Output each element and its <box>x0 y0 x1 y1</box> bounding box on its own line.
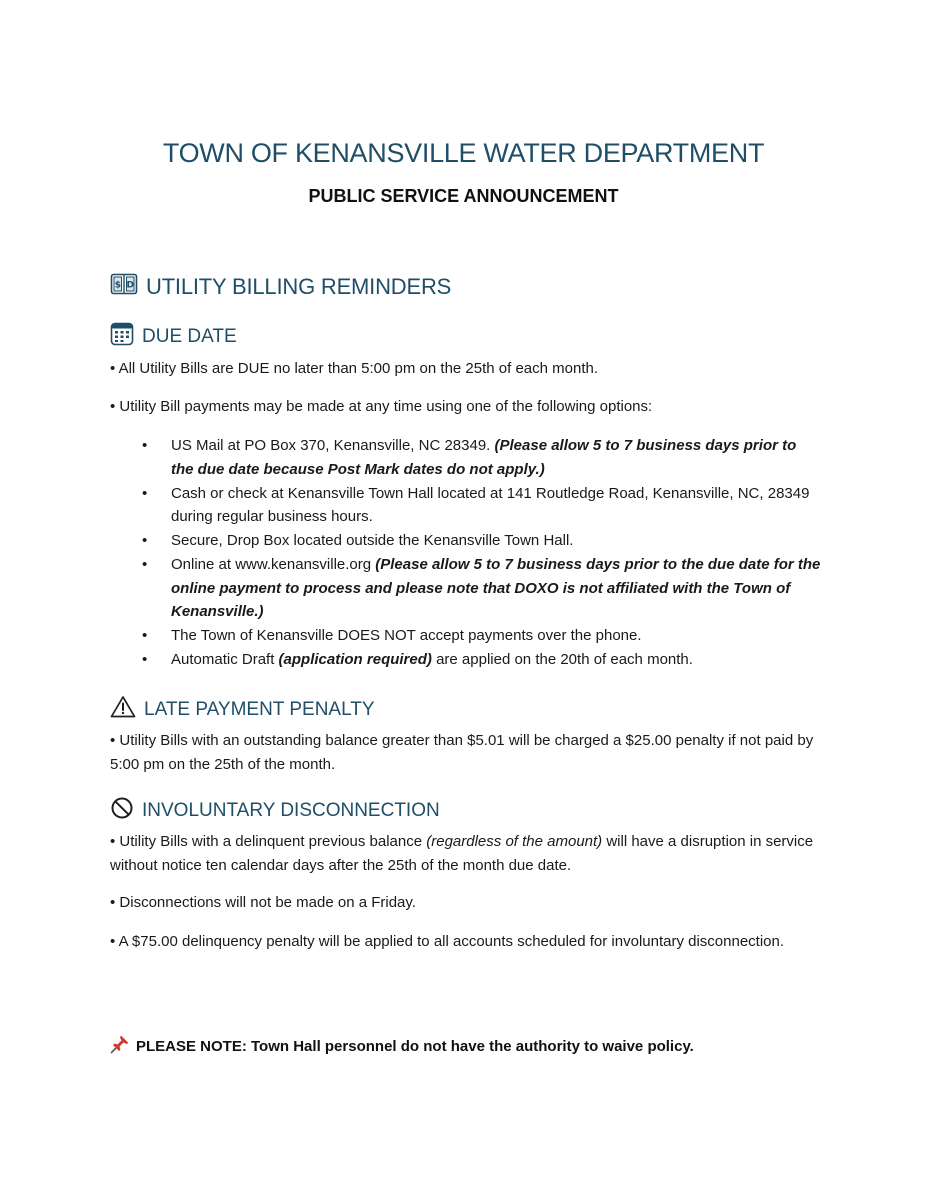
option-note: (application required) <box>278 651 432 668</box>
list-item <box>142 553 822 624</box>
option-text: Automatic Draft <box>171 651 279 668</box>
warning-icon <box>110 695 136 724</box>
disconnection-heading-text: INVOLUNTARY DISCONNECTION <box>142 800 440 821</box>
payment-options-list <box>142 434 822 672</box>
option-text: The Town of Kenansville DOES NOT accept payments over the phone. <box>171 627 642 644</box>
payment-options-intro: • Utility Bill payments may be made at any time using one of the following options: <box>110 398 653 415</box>
page-subtitle: PUBLIC SERVICE ANNOUNCEMENT <box>308 186 619 206</box>
option-text: Secure, Drop Box located outside the Kenansville Town Hall. <box>171 532 574 549</box>
disconnection-heading <box>110 796 440 826</box>
option-text: US Mail at PO Box 370, Kenansville, NC 28349. <box>171 437 495 454</box>
disconnection-paragraph-3: • A $75.00 delinquency penalty will be applied to all accounts scheduled for involuntary disconnection. <box>110 933 785 950</box>
bullet: • <box>142 532 148 549</box>
option-text: Online at www.kenansville.org <box>171 556 376 573</box>
billing-heading-text: UTILITY BILLING REMINDERS <box>146 274 452 299</box>
bullet: • <box>142 651 148 668</box>
list-item <box>142 529 822 553</box>
disconnection-paragraph-2: • Disconnections will not be made on a Friday. <box>110 894 416 911</box>
due-date-paragraph: • All Utility Bills are DUE no later than 5:00 pm on the 25th of each month. <box>110 360 599 377</box>
list-item <box>142 482 822 529</box>
page-title: TOWN OF KENANSVILLE WATER DEPARTMENT <box>162 138 765 168</box>
disconnection-paragraph-1 <box>110 830 822 877</box>
late-penalty-paragraph: • Utility Bills with an outstanding balance greater than $5.01 will be charged a $25.00 penalty if not paid by 5:00 pm on the 25th of the month. <box>110 732 814 773</box>
disconnection-italic-note: (regardless of the amount) <box>426 833 603 850</box>
bullet: • <box>142 627 148 644</box>
due-date-heading-text: DUE DATE <box>142 326 237 347</box>
prohibited-icon <box>110 796 134 826</box>
option-note: (Please allow 5 to 7 business days prior to the due date for the online payment to process and please note that DOXO is not affiliated with the Town of Kenansville.) <box>171 556 821 620</box>
bullet: • <box>142 437 148 454</box>
please-note-text: PLEASE NOTE: Town Hall personnel do not have the authority to waive policy. <box>136 1037 694 1055</box>
option-text: are applied on the 20th of each month. <box>431 651 693 668</box>
svg-text:D: D <box>126 280 134 291</box>
due-date-heading <box>110 322 237 352</box>
option-text: Cash or check at Kenansville Town Hall located at 141 Routledge Road, Kenansville, NC, 28349 during regular business hours. <box>171 484 810 525</box>
dollar-bill-icon <box>110 272 138 302</box>
list-item <box>142 648 822 672</box>
bullet: • <box>142 484 148 502</box>
list-item <box>142 624 822 648</box>
late-penalty-heading-text: LATE PAYMENT PENALTY <box>144 698 375 720</box>
late-penalty-heading <box>110 695 375 724</box>
disconnection-text: • Utility Bills with a delinquent previous balance <box>110 833 427 850</box>
svg-text:$: $ <box>114 280 121 291</box>
disconnection-text: will have a disruption in service without notice ten calendar days after the 25th of the month due date. <box>110 833 814 874</box>
calendar-icon <box>110 322 134 352</box>
billing-heading <box>110 272 451 302</box>
list-item <box>142 434 822 481</box>
please-note <box>110 1034 694 1058</box>
option-note: (Please allow 5 to 7 business days prior to the due date because Post Mark dates do not apply.) <box>171 437 797 478</box>
pushpin-icon <box>110 1034 130 1058</box>
bullet: • <box>142 556 148 573</box>
